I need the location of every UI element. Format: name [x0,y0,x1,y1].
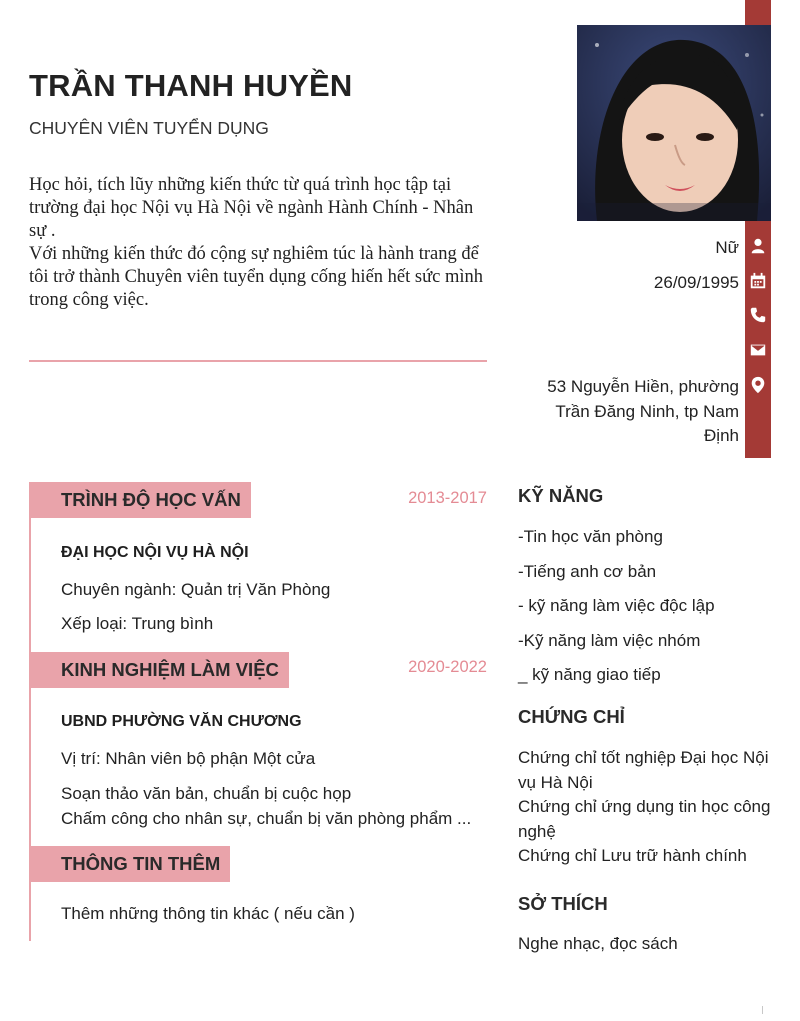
location-icon [745,372,771,398]
accent-bar-top [745,0,771,25]
contact-gender: Nữ [715,238,739,257]
experience-heading: KINH NGHIỆM LÀM VIỆC [29,652,289,688]
company-name: UBND PHƯỜNG VĂN CHƯƠNG [61,713,302,730]
education-detail: Xếp loại: Trung bình [61,614,214,633]
certificate-item: Chứng chỉ ứng dụng tin học công nghệ [518,797,771,841]
education-heading: TRÌNH ĐỘ HỌC VẤN [29,482,251,518]
contact-address: 53 Nguyễn Hiền, phường Trần Đăng Ninh, tp Nam Định [547,377,739,445]
objective-paragraph: Với những kiến thức đó cộng sự nghiêm túc là hành trang để tôi trở thành Chuyên viên tuyển dụng cống hiến hết sức mình trong công việc. [29,244,483,310]
calendar-icon [745,268,771,294]
contact-birthday: 26/09/1995 [653,273,739,292]
email-icon [745,337,771,363]
education-detail: Chuyên ngành: Quản trị Văn Phòng [61,580,331,599]
hobbies-heading: SỞ THÍCH [518,893,608,914]
experience-period: 2020-2022 [408,658,487,676]
career-objective [29,174,494,312]
extra-info-text: Thêm những thông tin khác ( nếu cần ) [61,904,355,923]
experience-detail: Chấm công cho nhân sự, chuẩn bị văn phòng phẩm ... [61,809,472,828]
profile-photo [577,25,771,221]
skills-heading: KỸ NĂNG [518,485,604,506]
experience-detail: Vị trí: Nhân viên bộ phận Một cửa [61,749,316,768]
header-divider [29,360,487,362]
job-title: CHUYÊN VIÊN TUYỂN DỤNG [29,118,269,138]
skill-item: -Tiếng anh cơ bản [518,562,657,581]
objective-paragraph: Học hỏi, tích lũy những kiến thức từ quá trình học tập tại trường đại học Nội vụ Hà Nội về ngành Hành Chính - Nhân sự . [29,175,474,241]
certificates-list [518,746,780,869]
certificate-item: Chứng chỉ tốt nghiệp Đại học Nội vụ Hà Nội [518,748,769,792]
skill-item: -Tin học văn phòng [518,527,663,546]
skill-item: _ kỹ năng giao tiếp [518,665,661,684]
education-period: 2013-2017 [408,489,487,507]
experience-detail: Soạn thảo văn bản, chuẩn bị cuộc họp [61,784,352,803]
school-name: ĐẠI HỌC NỘI VỤ HÀ NỘI [61,544,249,561]
extra-info-heading: THÔNG TIN THÊM [29,846,230,882]
person-icon [745,233,771,259]
certificate-item: Chứng chỉ Lưu trữ hành chính [518,846,747,865]
phone-icon [745,302,771,328]
page-mark [762,1006,763,1014]
skill-item: - kỹ năng làm việc độc lập [518,596,715,615]
candidate-name: TRẦN THANH HUYỀN [29,68,353,103]
certificates-heading: CHỨNG CHỈ [518,706,625,727]
skill-item: -Kỹ năng làm việc nhóm [518,631,701,650]
hobbies-text: Nghe nhạc, đọc sách [518,934,678,953]
